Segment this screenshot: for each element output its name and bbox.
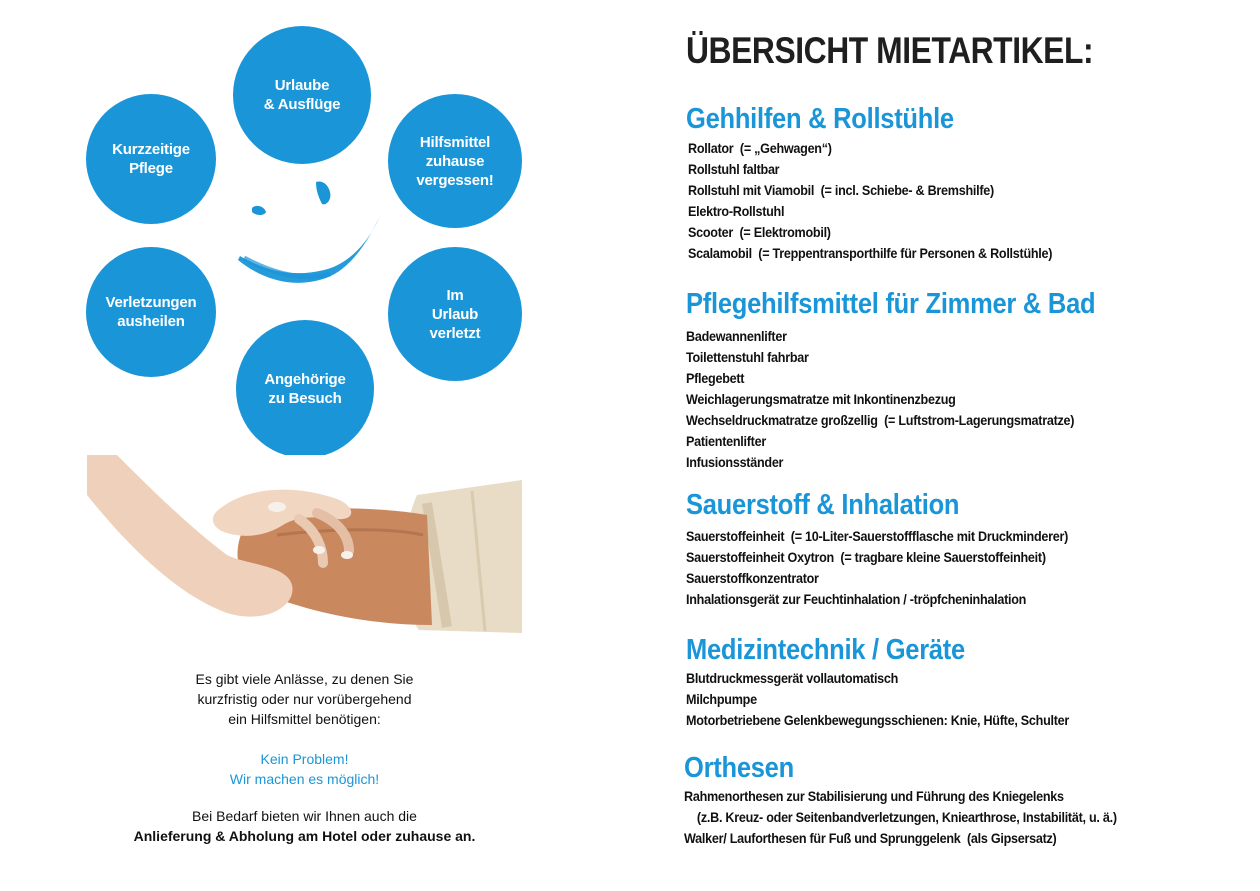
caption-highlight: Kein Problem! Wir machen es möglich! (229, 751, 380, 787)
list-item: Patientenlifter (686, 433, 766, 449)
list-item: Sauerstoffeinheit (= 10-Liter-Sauerstoffflasche mit Druckminderer) (686, 528, 1069, 544)
section-title-sauerstoff: Sauerstoff & Inhalation (686, 489, 960, 521)
list-item: Infusionsständer (686, 454, 784, 470)
list-item: Scalamobil (= Treppentransporthilfe für Personen & Rollstühle) (688, 245, 1053, 261)
list-item: Sauerstoffkonzentrator (686, 570, 819, 586)
holding-hands-image (87, 455, 522, 655)
list-item: Rahmenorthesen zur Stabilisierung und Führung des Kniegelenks (684, 788, 1064, 804)
circle-kurzzeitige-pflege: Kurzzeitige Pflege (86, 94, 216, 224)
list-pflegehilfsmittel (686, 326, 1117, 473)
list-gehhilfen (688, 138, 1093, 264)
smiley-right-eye (316, 181, 330, 204)
list-item: Badewannenlifter (686, 328, 787, 344)
list-item: (z.B. Kreuz- oder Seitenbandverletzungen, Kniearthrose, Instabilität, u. ä.) (684, 809, 1117, 825)
list-item: Blutdruckmessgerät vollautomatisch (686, 670, 899, 686)
circle-verletzungen: Verletzungen ausheilen (86, 247, 216, 377)
list-item: Pflegebett (686, 370, 745, 386)
list-item: Sauerstoffeinheit Oxytron (= tragbare kleine Sauerstoffeinheit) (686, 549, 1046, 565)
section-title-gehhilfen: Gehhilfen & Rollstühle (686, 103, 954, 135)
circle-angehoerige: Angehörige zu Besuch (236, 320, 374, 458)
circle-urlaube: Urlaube & Ausflüge (233, 26, 371, 164)
circle-hilfsmittel-vergessen: Hilfsmittel zuhause vergessen! (388, 94, 522, 228)
list-item: Wechseldruckmatratze großzellig (= Luftstrom-Lagerungsmatratze) (686, 412, 1075, 428)
page-title: ÜBERSICHT MIETARTIKEL: (686, 30, 1094, 71)
section-title-orthesen: Orthesen (684, 752, 794, 784)
list-item: Milchpumpe (686, 691, 757, 707)
list-item: Walker/ Lauforthesen für Fuß und Sprunggelenk (als Gipsersatz) (684, 830, 1057, 846)
list-item: Toilettenstuhl fahrbar (686, 349, 809, 365)
list-item: Elektro-Rollstuhl (688, 203, 785, 219)
list-item: Rollstuhl mit Viamobil (= incl. Schiebe- & Bremshilfe) (688, 182, 994, 198)
circle-im-urlaub-verletzt: Im Urlaub verletzt (388, 247, 522, 381)
smiley-left-eye (252, 206, 266, 215)
section-title-medizintechnik: Medizintechnik / Geräte (686, 634, 965, 666)
caption-note: Bei Bedarf bieten wir Ihnen auch die (192, 808, 417, 824)
list-item: Weichlagerungsmatratze mit Inkontinenzbezug (686, 391, 956, 407)
list-item: Rollator (= „Gehwagen“) (688, 140, 832, 156)
caption-intro: Es gibt viele Anlässe, zu denen Sie kurzfristig oder nur vorübergehend ein Hilfsmittel benötigen: (195, 671, 414, 727)
list-sauerstoff (686, 526, 1111, 610)
caption-note-bold: Anlieferung & Abholung am Hotel oder zuhause an. (133, 828, 476, 844)
smiley-mouth (238, 216, 380, 283)
list-item: Rollstuhl faltbar (688, 161, 780, 177)
list-item: Inhalationsgerät zur Feuchtinhalation / -tröpfcheninhalation (686, 591, 1027, 607)
list-item: Motorbetriebene Gelenkbewegungsschienen: Knie, Hüfte, Schulter (686, 712, 1070, 728)
smiley-brush-icon (230, 178, 390, 298)
list-medizintechnik (686, 668, 1112, 731)
list-orthesen (684, 786, 1165, 849)
list-item: Scooter (= Elektromobil) (688, 224, 831, 240)
section-title-pflegehilfsmittel: Pflegehilfsmittel für Zimmer & Bad (686, 288, 1096, 320)
